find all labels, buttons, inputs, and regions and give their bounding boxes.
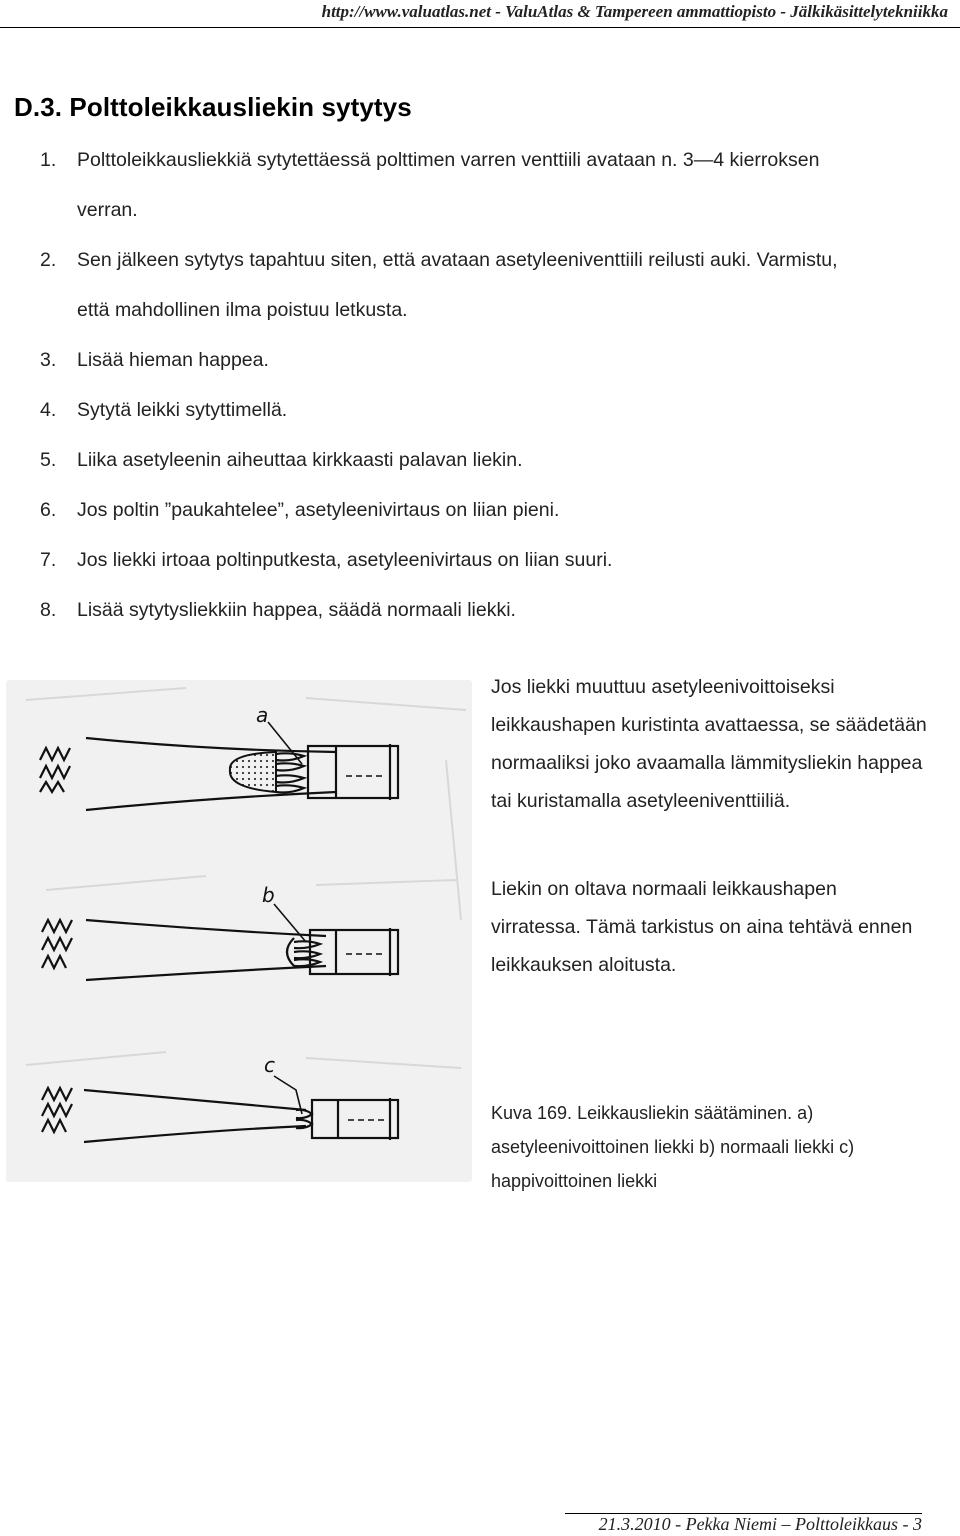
side-paragraph-1: Jos liekki muuttuu asetyleenivoittoiseksi leikkaushapen kuristinta avattaessa, se säädetään normaaliksi joko avaamalla lämmitysliekin happea tai kuristamalla asetyleeniventtiiliä. bbox=[491, 676, 927, 812]
step-text: Jos liekki irtoaa poltinputkesta, asetyleenivirtaus on liian suuri. bbox=[77, 549, 613, 571]
list-item bbox=[40, 348, 945, 373]
step-text: Sen jälkeen sytytys tapahtuu siten, että avataan asetyleeniventtiili reilusti auki. Varmistu, bbox=[77, 249, 838, 271]
figure-caption: Kuva 169. Leikkausliekin säätäminen. a) asetyleenivoittoinen liekki b) normaali liekki c) happivoittoinen liekki bbox=[491, 1103, 855, 1191]
list-item bbox=[40, 548, 945, 573]
step-text: Lisää sytytysliekkiin happea, säädä normaali liekki. bbox=[77, 599, 516, 621]
page-header: http://www.valuatlas.net - ValuAtlas & Tampereen ammattiopisto - Jälkikäsittelytekniikka bbox=[321, 2, 948, 21]
page-footer: 21.3.2010 - Pekka Niemi – Polttoleikkaus - 3 bbox=[598, 1514, 922, 1534]
step-text: Jos poltin ”paukahtelee”, asetyleenivirtaus on liian pieni. bbox=[77, 499, 560, 521]
side-paragraph-2: Liekin on oltava normaali leikkaushapen virratessa. Tämä tarkistus on aina tehtävä ennen leikkauksen aloitusta. bbox=[491, 878, 913, 976]
list-item bbox=[40, 248, 945, 323]
label-a: a bbox=[256, 703, 269, 727]
list-item bbox=[40, 398, 945, 423]
steps-list bbox=[40, 148, 945, 623]
list-item bbox=[40, 148, 945, 223]
background-marks bbox=[26, 688, 466, 1068]
step-number: 6. bbox=[40, 499, 57, 521]
step-number: 2. bbox=[40, 249, 57, 271]
section-title: D.3. Polttoleikkausliekin sytytys bbox=[14, 92, 412, 122]
flame-diagram bbox=[6, 680, 472, 1182]
step-number: 4. bbox=[40, 399, 57, 421]
step-text-continued: verran. bbox=[77, 199, 138, 221]
step-text: Liika asetyleenin aiheuttaa kirkkaasti palavan liekin. bbox=[77, 449, 523, 471]
step-number: 7. bbox=[40, 549, 57, 571]
flame-figure bbox=[6, 680, 472, 1182]
step-number: 3. bbox=[40, 349, 57, 371]
list-item bbox=[40, 598, 945, 623]
header-rule bbox=[0, 27, 960, 28]
step-text: Polttoleikkausliekkiä sytytettäessä polttimen varren venttiili avataan n. 3—4 kierroksen bbox=[77, 149, 820, 171]
step-number: 1. bbox=[40, 149, 57, 171]
flame-b bbox=[42, 904, 398, 980]
label-b: b bbox=[262, 883, 275, 907]
flame-a bbox=[40, 722, 398, 810]
step-number: 5. bbox=[40, 449, 57, 471]
list-item bbox=[40, 498, 945, 523]
list-item bbox=[40, 448, 945, 473]
step-text: Sytytä leikki sytyttimellä. bbox=[77, 399, 288, 421]
label-c: c bbox=[264, 1053, 275, 1077]
flame-c bbox=[42, 1076, 398, 1142]
step-text: Lisää hieman happea. bbox=[77, 349, 269, 371]
step-number: 8. bbox=[40, 599, 57, 621]
step-text-continued: että mahdollinen ilma poistuu letkusta. bbox=[77, 299, 408, 321]
